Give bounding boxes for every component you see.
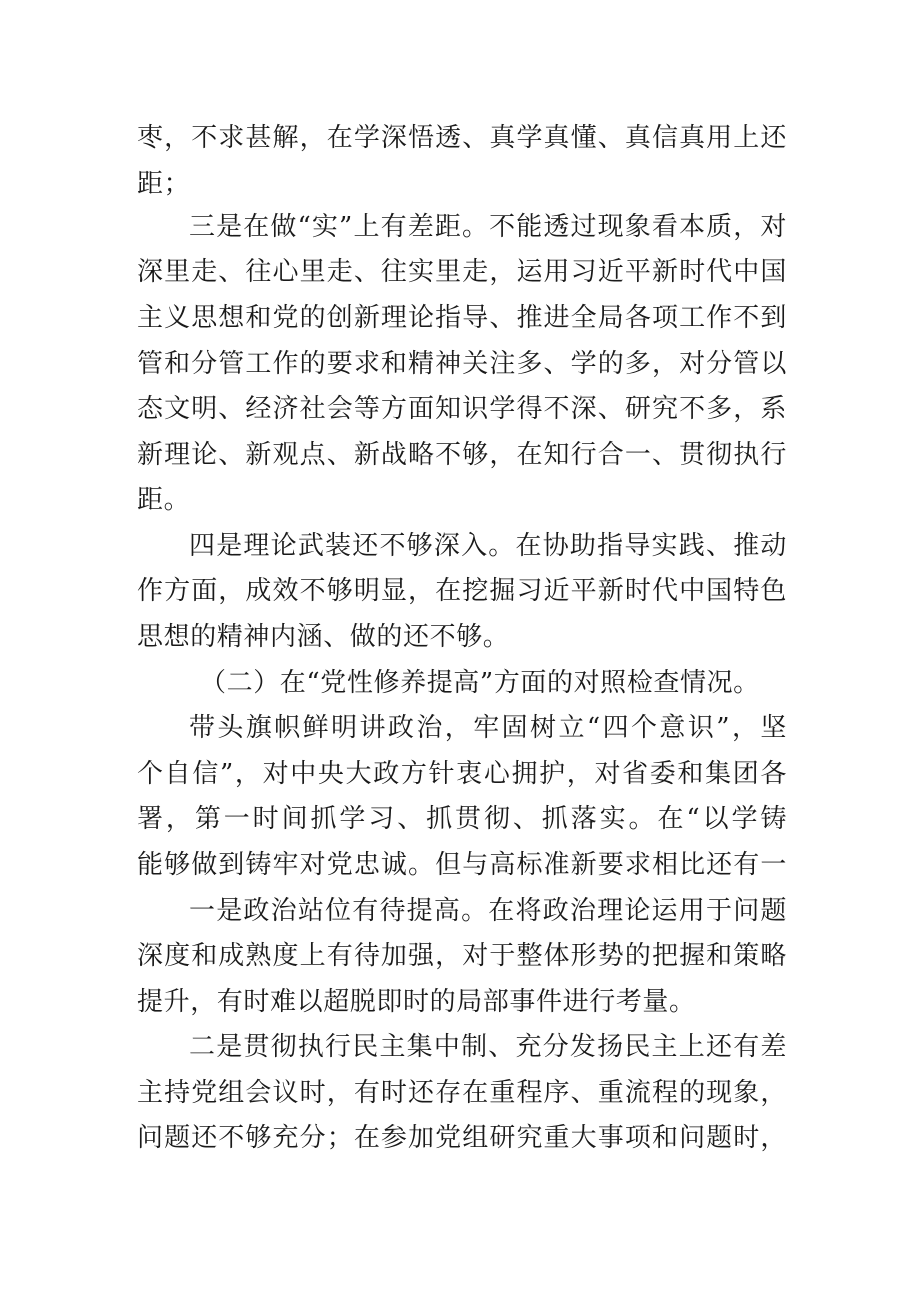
text-line-1: 枣，不求甚解，在学深悟透、真学真懂、真信真用上还 (137, 123, 787, 153)
text-line-19: 深度和成熟度上有待加强，对于整体形势的把握和策略 (137, 941, 787, 971)
paragraph-5-line-1: 带头旗帜鲜明讲政治，牢固树立“四个意识”，坚 (189, 713, 787, 743)
text-line-8: 新理论、新观点、新战略不够，在知行合一、贯彻执行 (137, 440, 787, 470)
paragraph-4-line-1: 四是理论武装还不够深入。在协助指导实践、推动 (189, 531, 787, 561)
text-line-4: 深里走、往心里走、往实里走，运用习近平新时代中国 (137, 257, 787, 287)
text-line-9: 距。 (137, 485, 191, 515)
text-line-5: 主义思想和党的创新理论指导、推进全局各项工作不到 (137, 303, 787, 333)
text-line-12: 思想的精神内涵、做的还不够。 (137, 622, 510, 652)
text-line-23: 问题还不够充分；在参加党组研究重大事项和问题时， (137, 1123, 787, 1153)
text-line-11: 作方面，成效不够明显，在挖掘习近平新时代中国特色 (137, 576, 787, 606)
text-line-16: 署，第一时间抓学习、抓贯彻、抓落实。在“以学铸 (137, 804, 787, 834)
section-heading: （二）在“党性修养提高”方面的对照检查情况。 (200, 668, 760, 698)
text-line-15: 个自信”，对中央大政方针衷心拥护，对省委和集团各 (137, 759, 787, 789)
text-line-17: 能够做到铸牢对党忠诚。但与高标准新要求相比还有一 (137, 850, 787, 880)
text-line-7: 态文明、经济社会等方面知识学得不深、研究不多，系 (137, 394, 787, 424)
text-line-6: 管和分管工作的要求和精神关注多、学的多，对分管以 (137, 349, 787, 379)
text-line-22: 主持党组会议时，有时还存在重程序、重流程的现象， (137, 1078, 787, 1108)
paragraph-7-line-1: 二是贯彻执行民主集中制、充分发扬民主上还有差 (189, 1032, 787, 1062)
paragraph-6-line-1: 一是政治站位有待提高。在将政治理论运用于问题 (189, 896, 787, 926)
text-line-20: 提升，有时难以超脱即时的局部事件进行考量。 (137, 987, 696, 1017)
paragraph-3-line-1: 三是在做“实”上有差距。不能透过现象看本质，对 (189, 212, 787, 242)
text-line-2: 距； (137, 169, 191, 199)
